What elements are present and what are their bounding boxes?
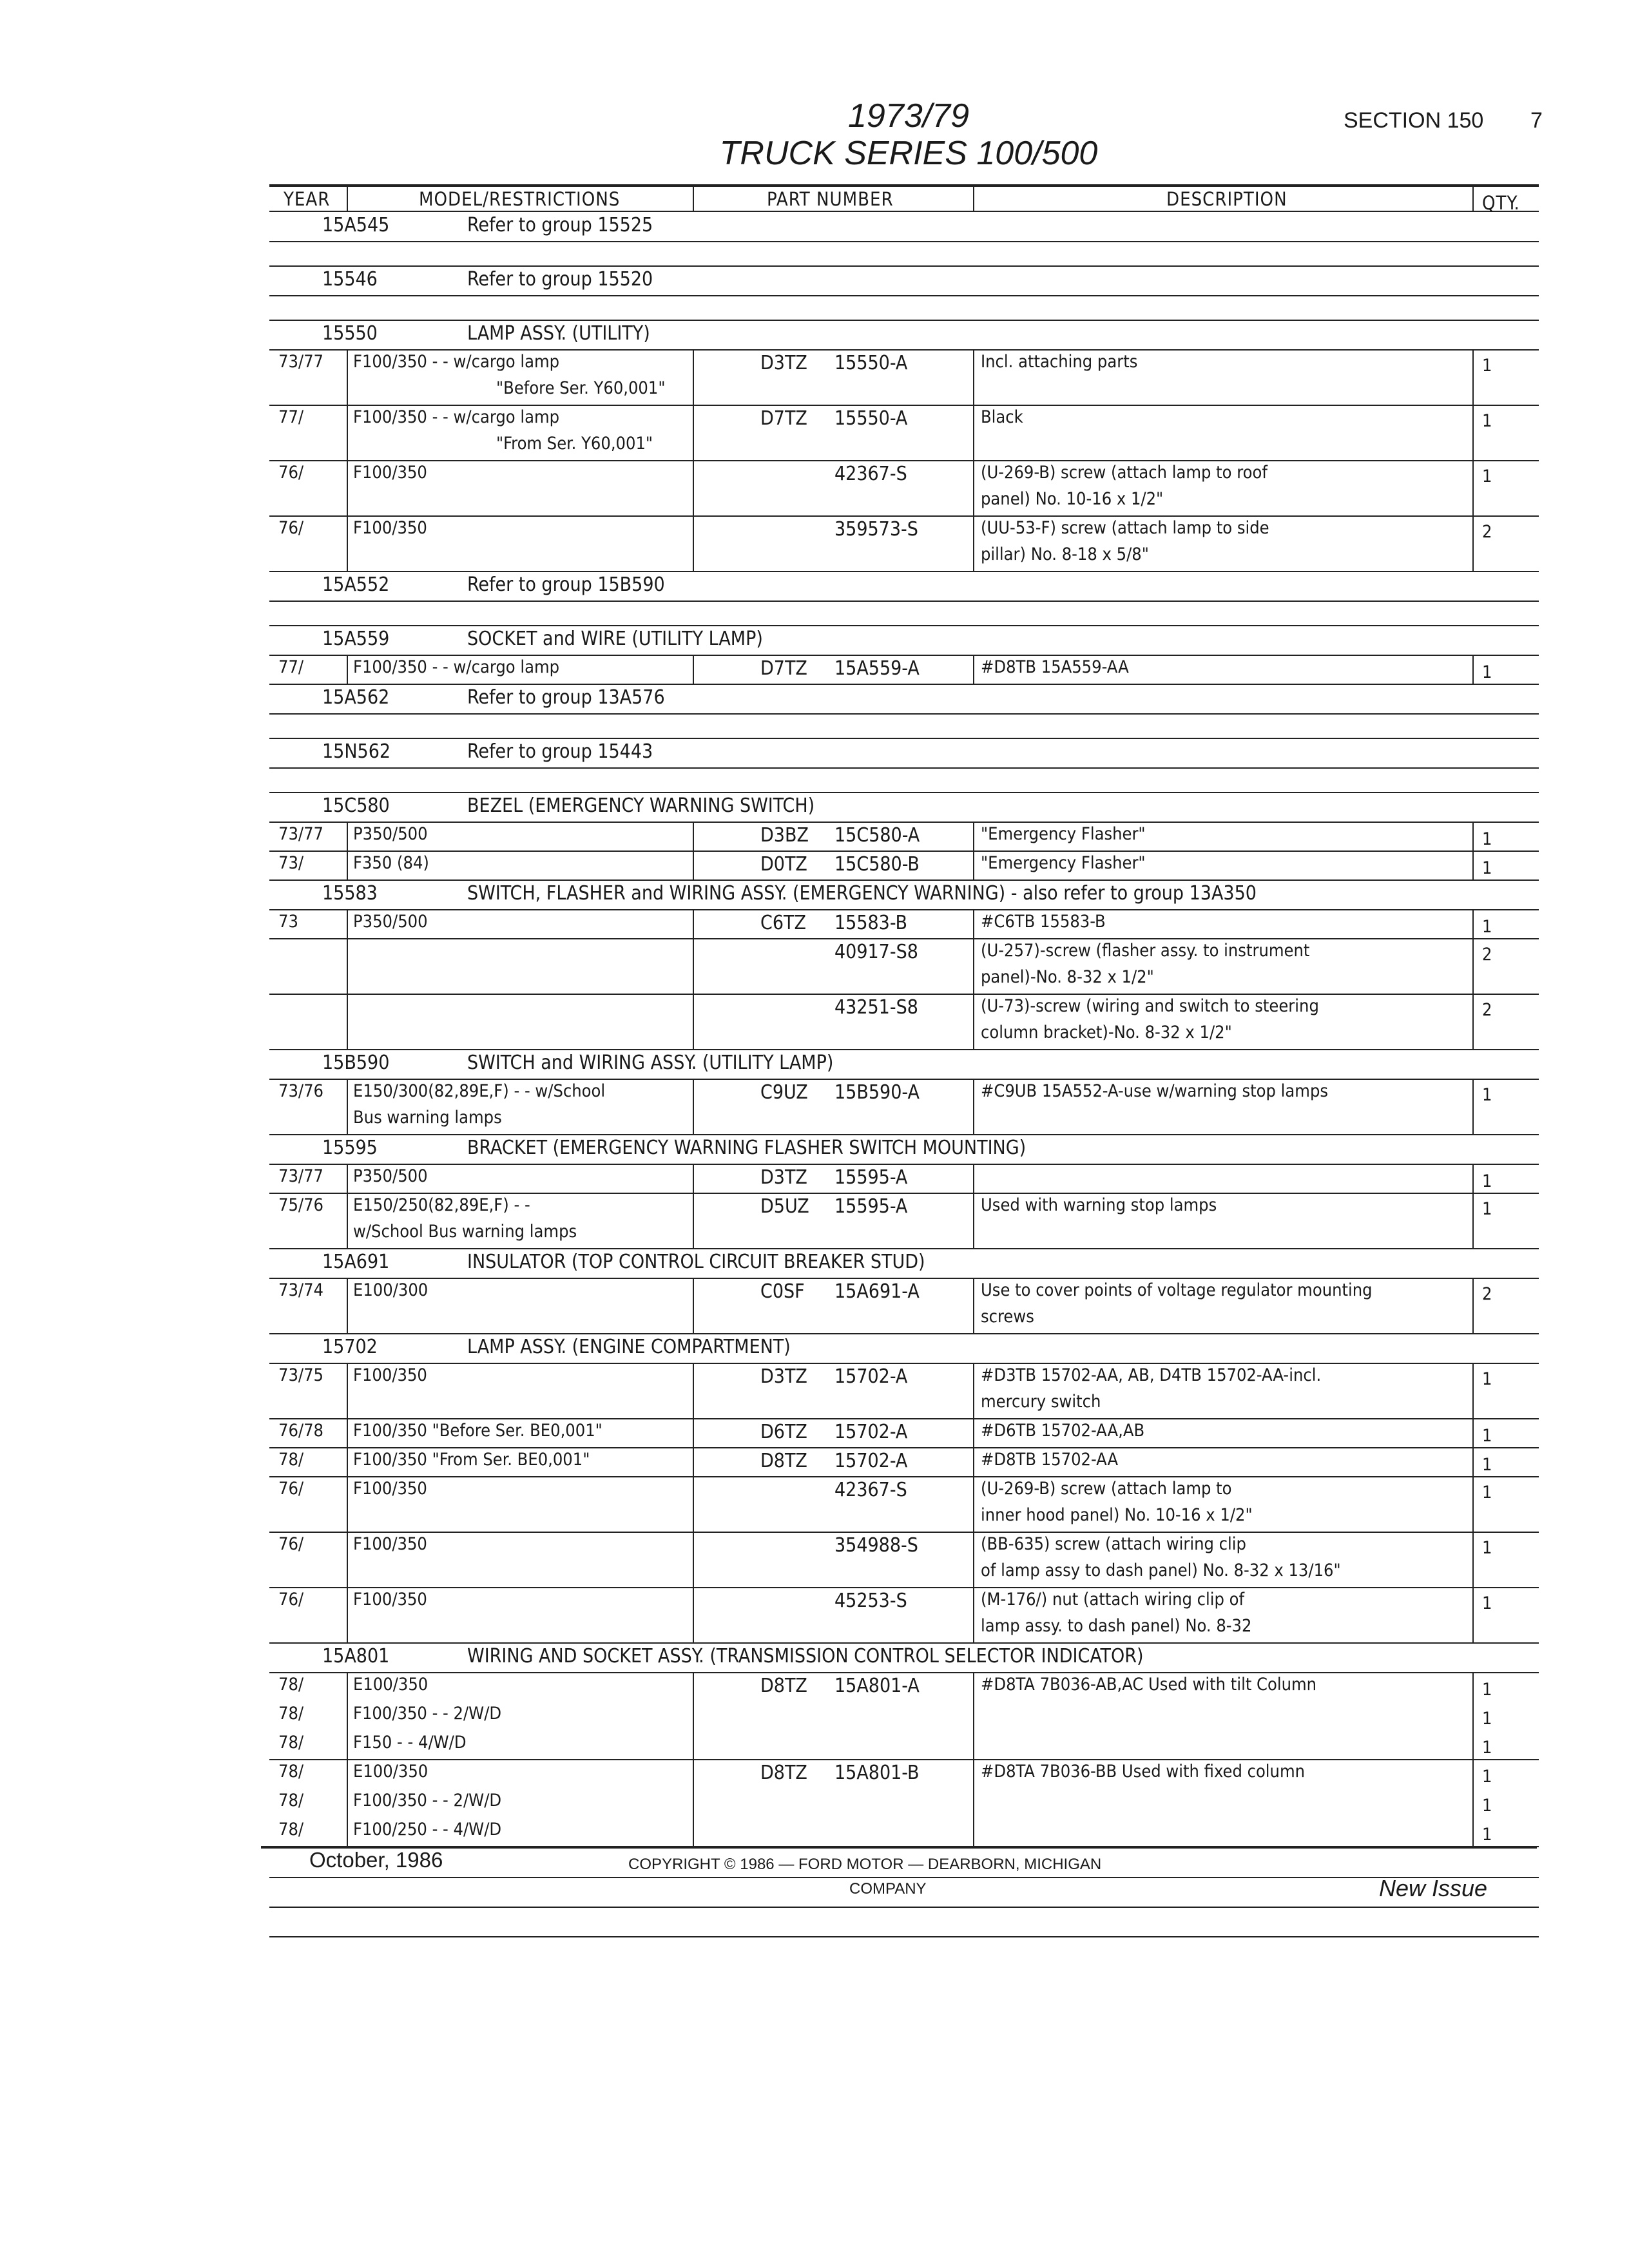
row-model: "From Ser. Y60,001" [496, 434, 653, 454]
row-model: w/School Bus warning lamps [353, 1222, 577, 1242]
group-title: Refer to group 13A576 [467, 686, 665, 709]
row-rule [269, 850, 1539, 852]
row-rule [269, 1134, 1539, 1135]
group-spacer-rule [269, 320, 1539, 321]
column-divider [347, 349, 348, 571]
row-rule [269, 1248, 1539, 1249]
row-description: #D8TA 7B036-AB,AC Used with tilt Column [981, 1675, 1317, 1695]
row-model: P350/500 [353, 824, 428, 844]
col-year: YEAR [284, 188, 331, 210]
group-title: SOCKET and WIRE (UTILITY LAMP) [467, 628, 763, 650]
row-model: F100/350 [353, 1590, 427, 1610]
column-divider [1472, 1672, 1474, 1846]
row-description: #C6TB 15583-B [981, 912, 1106, 932]
row-description: Incl. attaching parts [981, 352, 1138, 372]
page-number: 7 [1530, 108, 1543, 133]
row-model: "Before Ser. Y60,001" [496, 378, 666, 398]
footer-status: New Issue [1379, 1875, 1488, 1901]
group-title: Refer to group 15443 [467, 740, 653, 763]
row-rule [269, 1418, 1539, 1419]
column-divider [347, 1363, 348, 1642]
row-year: 73/77 [278, 824, 323, 844]
row-description: of lamp assy to dash panel) No. 8-32 x 13/16" [981, 1561, 1341, 1581]
group-rule [269, 1079, 1539, 1080]
column-divider [1472, 1278, 1474, 1333]
row-model: P350/500 [353, 1166, 428, 1186]
row-part-prefix: D3TZ [760, 352, 807, 374]
group-title: Refer to group 15B590 [467, 573, 665, 596]
row-year: 73/74 [278, 1280, 323, 1300]
blank-rule [269, 1907, 1539, 1908]
row-description: #D8TB 15A559-AA [981, 657, 1129, 677]
group-rule [269, 822, 1539, 823]
row-year: 76/78 [278, 1421, 323, 1441]
row-qty: 1 [1482, 662, 1492, 682]
footer-company: COMPANY [849, 1880, 927, 1898]
row-part-number: 15C580-B [834, 853, 920, 876]
row-qty: 1 [1482, 1483, 1492, 1503]
column-divider [1472, 822, 1474, 879]
row-part-prefix: D8TZ [760, 1675, 807, 1697]
row-year: 73/ [278, 853, 304, 873]
row-part-prefix: C0SF [760, 1280, 805, 1303]
row-part-prefix: D3TZ [760, 1166, 807, 1189]
row-qty: 1 [1482, 411, 1492, 431]
column-divider [693, 1363, 694, 1642]
group-rule [269, 655, 1539, 656]
row-rule [269, 879, 1539, 881]
group-spacer-rule [269, 265, 1539, 267]
row-rule [269, 571, 1539, 572]
group-title: Refer to group 15525 [467, 214, 653, 236]
row-year: 73 [278, 912, 298, 932]
row-part-number: 42367-S [834, 1479, 907, 1501]
row-year: 76/ [278, 1534, 304, 1554]
row-model: F100/250 - - 4/W/D [353, 1820, 502, 1840]
row-part-prefix: D8TZ [760, 1450, 807, 1472]
column-divider [693, 349, 694, 571]
row-qty: 2 [1482, 522, 1492, 542]
column-divider [347, 822, 348, 879]
row-description: Used with warning stop lamps [981, 1195, 1217, 1215]
row-qty: 1 [1482, 1199, 1492, 1219]
group-title: SWITCH and WIRING ASSY. (UTILITY LAMP) [467, 1052, 834, 1074]
footer-date: October, 1986 [309, 1848, 443, 1872]
row-rule [269, 1532, 1539, 1533]
row-year: 78/ [278, 1791, 304, 1811]
group-spacer-rule [269, 792, 1539, 793]
row-qty: 1 [1482, 356, 1492, 376]
header-top-rule [269, 184, 1539, 187]
column-divider [973, 822, 974, 879]
row-rule [269, 1587, 1539, 1588]
row-qty: 1 [1482, 1825, 1492, 1845]
row-part-number: 354988-S [834, 1534, 918, 1557]
row-part-number: 15702-A [834, 1450, 908, 1472]
row-year: 78/ [278, 1675, 304, 1695]
row-qty: 2 [1482, 1284, 1492, 1304]
row-qty: 1 [1482, 1455, 1492, 1475]
row-description: (U-269-B) screw (attach lamp to roof [981, 463, 1268, 483]
group-code: 15546 [322, 268, 378, 291]
row-part-number: 15595-A [834, 1166, 908, 1189]
row-rule [269, 1642, 1539, 1644]
row-part-prefix: C6TZ [760, 912, 806, 934]
group-code: 15550 [322, 322, 378, 345]
column-divider [1472, 1363, 1474, 1642]
row-qty: 2 [1482, 945, 1492, 965]
row-description: pillar) No. 8-18 x 5/8" [981, 544, 1149, 564]
row-description: (U-73)-screw (wiring and switch to steering [981, 996, 1319, 1016]
header-divider [973, 186, 974, 211]
group-code: 15583 [322, 882, 378, 905]
row-rule [269, 405, 1539, 406]
row-rule [269, 515, 1539, 517]
row-part-number: 42367-S [834, 463, 907, 485]
title-line-1: 1973/79 [848, 97, 969, 135]
group-title: LAMP ASSY. (UTILITY) [467, 322, 650, 345]
group-code: 15A559 [322, 628, 390, 650]
row-qty: 1 [1482, 1767, 1492, 1787]
row-description: #C9UB 15A552-A-use w/warning stop lamps [981, 1081, 1329, 1101]
footer-rule [261, 1846, 1537, 1849]
row-model: E100/300 [353, 1280, 429, 1300]
row-part-number: 15583-B [834, 912, 908, 934]
header-bottom-rule [269, 211, 1539, 212]
row-model: F100/350 - - w/cargo lamp [353, 407, 560, 427]
row-description: (U-257)-screw (flasher assy. to instrument [981, 941, 1310, 961]
group-title: INSULATOR (TOP CONTROL CIRCUIT BREAKER STUD) [467, 1251, 925, 1273]
group-code: 15A545 [322, 214, 390, 236]
row-description: "Emergency Flasher" [981, 824, 1146, 844]
group-rule [269, 767, 1539, 769]
row-model: F100/350 - - w/cargo lamp [353, 352, 560, 372]
row-description: "Emergency Flasher" [981, 853, 1146, 873]
row-rule [269, 1049, 1539, 1050]
group-rule [269, 349, 1539, 351]
row-description: #D3TB 15702-AA, AB, D4TB 15702-AA-incl. [981, 1365, 1322, 1385]
group-code: 15N562 [322, 740, 391, 763]
row-rule [269, 684, 1539, 685]
group-rule [269, 909, 1539, 910]
group-code: 15A562 [322, 686, 390, 709]
row-part-prefix: D8TZ [760, 1762, 807, 1784]
row-part-prefix: D5UZ [760, 1195, 809, 1218]
row-model: F100/350 [353, 518, 427, 538]
blank-rule [269, 1877, 1539, 1878]
row-description: (BB-635) screw (attach wiring clip [981, 1534, 1246, 1554]
group-spacer-rule [269, 625, 1539, 626]
row-description: #D8TA 7B036-BB Used with fixed column [981, 1762, 1306, 1782]
row-year: 76/ [278, 518, 304, 538]
column-divider [347, 1079, 348, 1134]
column-divider [347, 1164, 348, 1248]
group-title: WIRING AND SOCKET ASSY. (TRANSMISSION CONTROL SELECTOR INDICATOR) [467, 1645, 1144, 1667]
column-divider [1472, 909, 1474, 1049]
row-part-number: 15A801-A [834, 1675, 920, 1697]
group-title: BRACKET (EMERGENCY WARNING FLASHER SWITCH MOUNTING) [467, 1137, 1027, 1159]
row-year: 78/ [278, 1820, 304, 1840]
row-model: F150 - - 4/W/D [353, 1733, 467, 1753]
col-part-number: PART NUMBER [767, 188, 894, 210]
title-line-2: TRUCK SERIES 100/500 [719, 135, 1098, 172]
row-year: 77/ [278, 657, 304, 677]
row-description: (U-269-B) screw (attach lamp to [981, 1479, 1232, 1499]
group-spacer-rule [269, 738, 1539, 739]
group-rule [269, 1672, 1539, 1673]
row-year: 76/ [278, 1479, 304, 1499]
column-divider [693, 1672, 694, 1846]
column-divider [1472, 1079, 1474, 1134]
row-rule [269, 938, 1539, 939]
column-divider [973, 349, 974, 571]
row-qty: 1 [1482, 1171, 1492, 1191]
row-model: P350/500 [353, 912, 428, 932]
group-title: BEZEL (EMERGENCY WARNING SWITCH) [467, 794, 815, 817]
row-year: 78/ [278, 1704, 304, 1724]
row-part-number: 45253-S [834, 1590, 907, 1612]
row-qty: 1 [1482, 1738, 1492, 1758]
group-code: 15A691 [322, 1251, 390, 1273]
row-qty: 1 [1482, 1709, 1492, 1729]
row-qty: 1 [1482, 858, 1492, 878]
col-description: DESCRIPTION [1166, 188, 1287, 210]
row-model: F100/350 - - 2/W/D [353, 1791, 502, 1811]
row-qty: 1 [1482, 1538, 1492, 1558]
group-rule [269, 1164, 1539, 1165]
row-part-prefix: D6TZ [760, 1421, 807, 1443]
group-title: SWITCH, FLASHER and WIRING ASSY. (EMERGENCY WARNING) - also refer to group 13A350 [467, 882, 1257, 905]
row-year: 78/ [278, 1762, 304, 1782]
row-qty: 2 [1482, 1000, 1492, 1020]
row-model: F100/350 [353, 1479, 427, 1499]
column-divider [693, 1164, 694, 1248]
row-model: F100/350 [353, 1534, 427, 1554]
row-rule [269, 1447, 1539, 1448]
row-part-prefix: C9UZ [760, 1081, 808, 1104]
row-qty: 1 [1482, 1593, 1492, 1613]
row-qty: 1 [1482, 1426, 1492, 1446]
col-qty: QTY. [1482, 192, 1520, 214]
row-qty: 1 [1482, 917, 1492, 937]
header-divider [693, 186, 694, 211]
blank-rule [269, 1936, 1539, 1937]
row-model: F100/350 - - 2/W/D [353, 1704, 502, 1724]
group-title: Refer to group 15520 [467, 268, 653, 291]
row-model: F100/350 [353, 463, 427, 483]
row-part-number: 15550-A [834, 407, 908, 430]
row-description: Black [981, 407, 1023, 427]
row-part-number: 15A691-A [834, 1280, 920, 1303]
column-divider [347, 909, 348, 1049]
group-rule [269, 241, 1539, 242]
row-rule [269, 460, 1539, 461]
row-part-prefix: D7TZ [760, 407, 807, 430]
row-year: 77/ [278, 407, 304, 427]
row-year: 76/ [278, 463, 304, 483]
section-label: SECTION 150 [1344, 108, 1484, 133]
row-year: 76/ [278, 1590, 304, 1610]
row-year: 73/76 [278, 1081, 323, 1101]
row-model: F100/350 [353, 1365, 427, 1385]
row-description: #D8TB 15702-AA [981, 1450, 1119, 1470]
group-code: 15C580 [322, 794, 390, 817]
column-divider [973, 1672, 974, 1846]
row-rule [269, 994, 1539, 995]
row-part-prefix: D7TZ [760, 657, 807, 680]
row-year: 75/76 [278, 1195, 323, 1215]
row-part-prefix: D0TZ [760, 853, 807, 876]
row-part-number: 15702-A [834, 1365, 908, 1388]
group-code: 15A552 [322, 573, 390, 596]
row-part-number: 15A801-B [834, 1762, 920, 1784]
row-part-number: 15A559-A [834, 657, 920, 680]
row-description: screws [981, 1307, 1034, 1327]
column-divider [1472, 1164, 1474, 1248]
group-rule [269, 295, 1539, 296]
column-divider [973, 1363, 974, 1642]
row-qty: 1 [1482, 1796, 1492, 1816]
row-model: E150/250(82,89E,F) - - [353, 1195, 530, 1215]
row-model: E100/350 [353, 1762, 429, 1782]
row-description: panel) No. 10-16 x 1/2" [981, 489, 1164, 509]
row-description: inner hood panel) No. 10-16 x 1/2" [981, 1505, 1253, 1525]
row-part-prefix: D3TZ [760, 1365, 807, 1388]
col-model: MODEL/RESTRICTIONS [419, 188, 621, 210]
row-description: column bracket)-No. 8-32 x 1/2" [981, 1023, 1232, 1043]
row-year: 73/75 [278, 1365, 323, 1385]
row-year: 73/77 [278, 352, 323, 372]
column-divider [693, 655, 694, 684]
column-divider [347, 1672, 348, 1846]
column-divider [1472, 349, 1474, 571]
column-divider [973, 909, 974, 1049]
row-rule [269, 1759, 1539, 1760]
row-part-number: 15C580-A [834, 824, 920, 847]
column-divider [693, 909, 694, 1049]
row-model: F100/350 "Before Ser. BE0,001" [353, 1421, 602, 1441]
row-part-prefix: D3BZ [760, 824, 809, 847]
row-part-number: 40917-S8 [834, 941, 918, 963]
row-description: panel)-No. 8-32 x 1/2" [981, 967, 1154, 987]
header-divider [347, 186, 348, 211]
row-description: #D6TB 15702-AA,AB [981, 1421, 1145, 1441]
group-code: 15595 [322, 1137, 378, 1159]
column-divider [347, 655, 348, 684]
row-rule [269, 1476, 1539, 1477]
column-divider [973, 1079, 974, 1134]
group-rule [269, 1278, 1539, 1279]
row-year: 78/ [278, 1450, 304, 1470]
column-divider [693, 822, 694, 879]
row-part-number: 15B590-A [834, 1081, 920, 1104]
row-qty: 1 [1482, 1680, 1492, 1700]
row-part-number: 15550-A [834, 352, 908, 374]
group-rule [269, 601, 1539, 602]
row-description: mercury switch [981, 1392, 1101, 1412]
row-year: 73/77 [278, 1166, 323, 1186]
footer-copyright: COPYRIGHT © 1986 — FORD MOTOR — DEARBORN, MICHIGAN [628, 1856, 1102, 1873]
row-part-number: 15595-A [834, 1195, 908, 1218]
row-qty: 1 [1482, 1369, 1492, 1389]
row-model: F100/350 "From Ser. BE0,001" [353, 1450, 590, 1470]
column-divider [973, 655, 974, 684]
column-divider [1472, 655, 1474, 684]
row-part-number: 359573-S [834, 518, 918, 541]
row-year: 78/ [278, 1733, 304, 1753]
row-model: F350 (84) [353, 853, 429, 873]
group-code: 15A801 [322, 1645, 390, 1667]
group-title: LAMP ASSY. (ENGINE COMPARTMENT) [467, 1336, 791, 1358]
row-rule [269, 1333, 1539, 1334]
column-divider [973, 1278, 974, 1333]
header-divider [1472, 186, 1474, 211]
column-divider [347, 1278, 348, 1333]
row-part-number: 15702-A [834, 1421, 908, 1443]
row-qty: 1 [1482, 466, 1492, 486]
column-divider [973, 1164, 974, 1248]
group-code: 15702 [322, 1336, 378, 1358]
group-rule [269, 713, 1539, 715]
row-model: E150/300(82,89E,F) - - w/School [353, 1081, 606, 1101]
group-rule [269, 1363, 1539, 1364]
row-model: F100/350 - - w/cargo lamp [353, 657, 560, 677]
row-description: Use to cover points of voltage regulator mounting [981, 1280, 1373, 1300]
row-qty: 1 [1482, 829, 1492, 849]
row-part-number: 43251-S8 [834, 996, 918, 1019]
row-description: (M-176/) nut (attach wiring clip of [981, 1590, 1244, 1610]
column-divider [693, 1079, 694, 1134]
row-qty: 1 [1482, 1085, 1492, 1105]
row-description: lamp assy. to dash panel) No. 8-32 [981, 1616, 1252, 1636]
group-code: 15B590 [322, 1052, 390, 1074]
column-divider [693, 1278, 694, 1333]
row-description: (UU-53-F) screw (attach lamp to side [981, 518, 1269, 538]
row-model: Bus warning lamps [353, 1108, 502, 1128]
row-model: E100/350 [353, 1675, 429, 1695]
row-rule [269, 1193, 1539, 1194]
